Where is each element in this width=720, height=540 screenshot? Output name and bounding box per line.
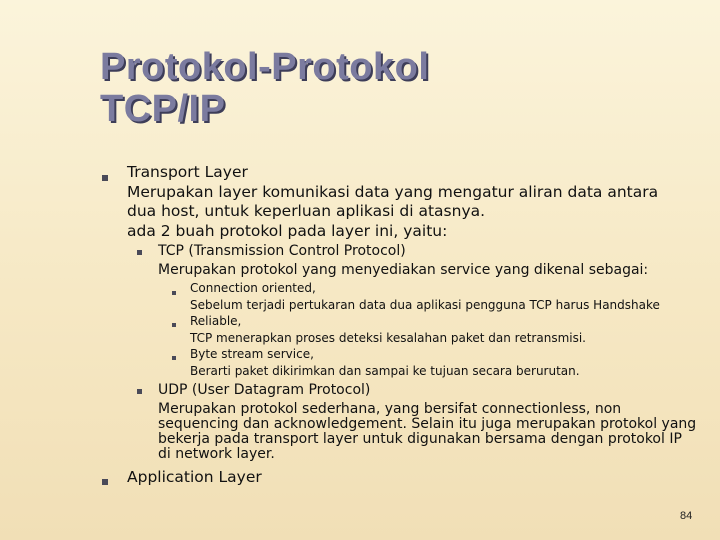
tcp-item-2-name: Reliable, — [190, 314, 242, 328]
tcp-item-3-desc: Berarti paket dikirimkan dan sampai ke tujuan secara berurutan. — [190, 364, 580, 378]
transport-desc-line-2: dua host, untuk keperluan aplikasi di atasnya. — [127, 202, 486, 220]
bullet-byte-stream — [172, 356, 176, 360]
tcp-item-2-desc: TCP menerapkan proses deteksi kesalahan paket dan retransmisi. — [190, 331, 586, 345]
tcp-desc: Merupakan protokol yang menyediakan service yang dikenal sebagai: — [158, 262, 649, 278]
application-heading: Application Layer — [127, 468, 262, 486]
title-line-2: TCP/IP — [100, 88, 226, 130]
slide-title — [100, 46, 429, 130]
tcp-item-3-name: Byte stream service, — [190, 347, 314, 361]
title-line-1: Protokol-Protokol — [100, 46, 430, 88]
bullet-transport-layer — [102, 175, 108, 181]
udp-desc-line-1: Merupakan protokol sederhana, yang bersifat connectionless, non — [158, 401, 622, 417]
tcp-item-1-name: Connection oriented, — [190, 281, 316, 295]
bullet-tcp — [137, 250, 142, 255]
udp-heading: UDP (User Datagram Protocol) — [158, 382, 371, 398]
transport-desc-line-1: Merupakan layer komunikasi data yang mengatur aliran data antara — [127, 183, 659, 201]
tcp-item-1-desc: Sebelum terjadi pertukaran data dua aplikasi pengguna TCP harus Handshake — [190, 298, 660, 312]
bullet-connection-oriented — [172, 291, 176, 295]
tcp-heading: TCP (Transmission Control Protocol) — [158, 243, 406, 259]
bullet-reliable — [172, 323, 176, 327]
bullet-application-layer — [102, 479, 108, 485]
transport-heading: Transport Layer — [127, 163, 248, 181]
transport-desc-line-3: ada 2 buah protokol pada layer ini, yaitu: — [127, 222, 448, 240]
udp-desc-line-2: sequencing dan acknowledgement. Selain itu juga merupakan protokol yang — [158, 416, 697, 432]
bullet-udp — [137, 389, 142, 394]
page-number: 84 — [680, 510, 693, 522]
udp-desc-line-4: di network layer. — [158, 446, 275, 462]
udp-desc-line-3: bekerja pada transport layer untuk digunakan bersama dengan protokol IP — [158, 431, 682, 447]
